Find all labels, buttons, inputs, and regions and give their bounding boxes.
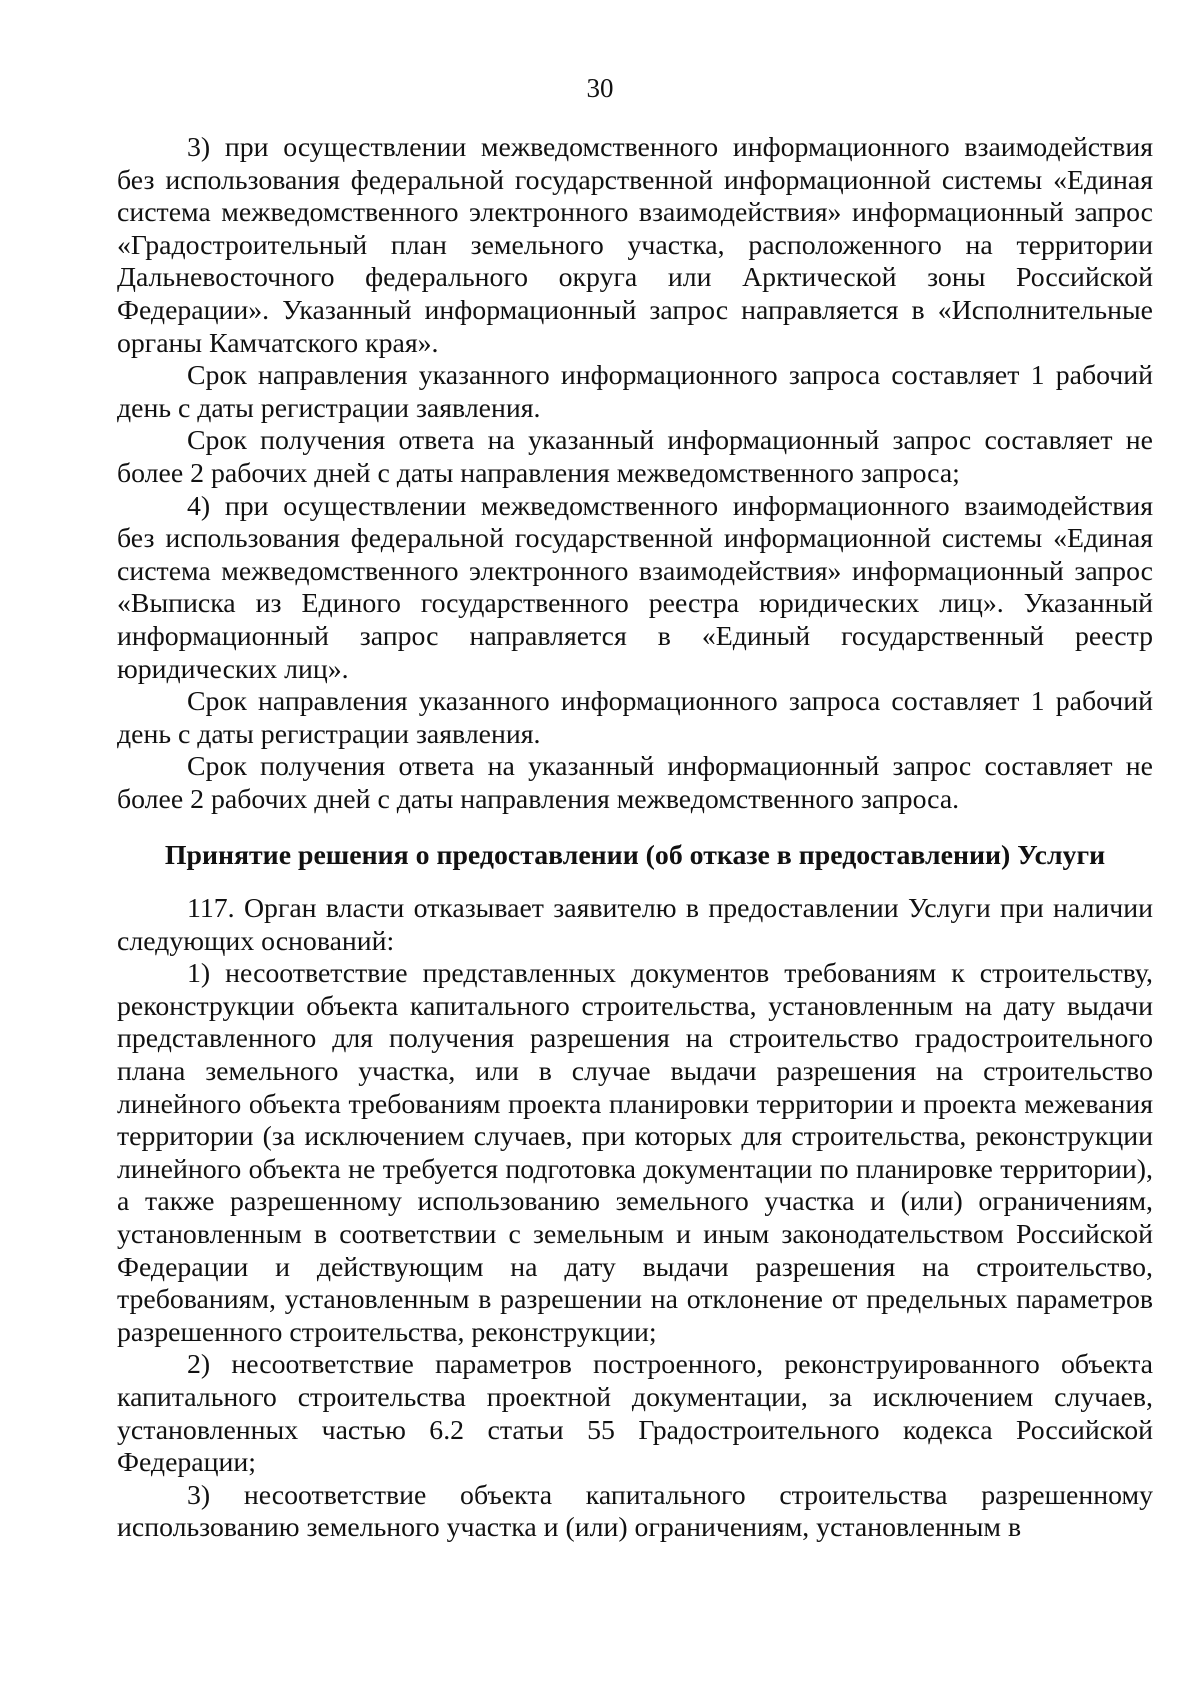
paragraph-117-refusal-grounds: 117. Орган власти отказывает заявителю в предоставлении Услуги при наличии следующих оснований:: [117, 893, 1153, 957]
paragraph-ground-2: 2) несоответствие параметров построенного, реконструированного объекта капитального строительства проектной документации, за исключением случаев, установленных частью 6.2 статьи 55 Градостроительного кодекса Российской Федерации;: [117, 1349, 1153, 1479]
paragraph-ground-3: 3) несоответствие объекта капитального строительства разрешенному использованию земельного участка и (или) ограничениям, установленным в: [117, 1479, 1153, 1544]
page-number: 30: [586, 73, 614, 103]
paragraph-ground-1: 1) несоответствие представленных документов требованиям к строительству, реконструкции объекта капитального строительства, установленным на дату выдачи представленного для получения разрешения на строительство градостроительного плана земельного участка, или в случае выдачи разрешения на строительство линейного объекта требованиям проекта планировки территории и проекта межевания территории (за исключением случаев, при которых для строительства, реконструкции линейного объекта не требуется подготовка документации по планировке территории), а также разрешенному использованию земельного участка и (или) ограничениям, установленным в соответствии с земельным и иным законодательством Российской Федерации и действующим на дату выдачи разрешения на строительство, требованиям, установленным в разрешении на отклонение от предельных параметров разрешенного строительства, реконструкции;: [117, 958, 1153, 1348]
paragraph-response-deadline: Срок получения ответа на указанный информационный запрос составляет не более 2 рабочих дней с даты направления межведомственного запроса;: [117, 425, 1153, 489]
paragraph-request-send-deadline: Срок направления указанного информационного запроса составляет 1 рабочий день с даты регистрации заявления.: [117, 360, 1153, 424]
paragraph-request-gradplan: 3) при осуществлении межведомственного информационного взаимодействия без использования федеральной государственной информационной системы «Единая система межведомственного электронного взаимодействия» информационный запрос «Градостроительный план земельного участка, расположенного на территории Дальневосточного федерального округа или Арктической зоны Российской Федерации». Указанный информационный запрос направляется в «Исполнительные органы Камчатского края».: [117, 132, 1153, 359]
paragraph-request-egrul: 4) при осуществлении межведомственного информационного взаимодействия без использования федеральной государственной информационной системы «Единая система межведомственного электронного взаимодействия» информационный запрос «Выписка из Единого государственного реестра юридических лиц». Указанный информационный запрос направляется в «Единый государственный реестр юридических лиц».: [117, 490, 1153, 685]
paragraph-response-deadline-2: Срок получения ответа на указанный информационный запрос составляет не более 2 рабочих дней с даты направления межведомственного запроса.: [117, 751, 1153, 815]
document-body: [117, 132, 1153, 1545]
section-heading: Принятие решения о предоставлении (об отказе в предоставлении) Услуги: [164, 840, 1106, 872]
paragraph-request-send-deadline-2: Срок направления указанного информационного запроса составляет 1 рабочий день с даты регистрации заявления.: [117, 686, 1153, 750]
